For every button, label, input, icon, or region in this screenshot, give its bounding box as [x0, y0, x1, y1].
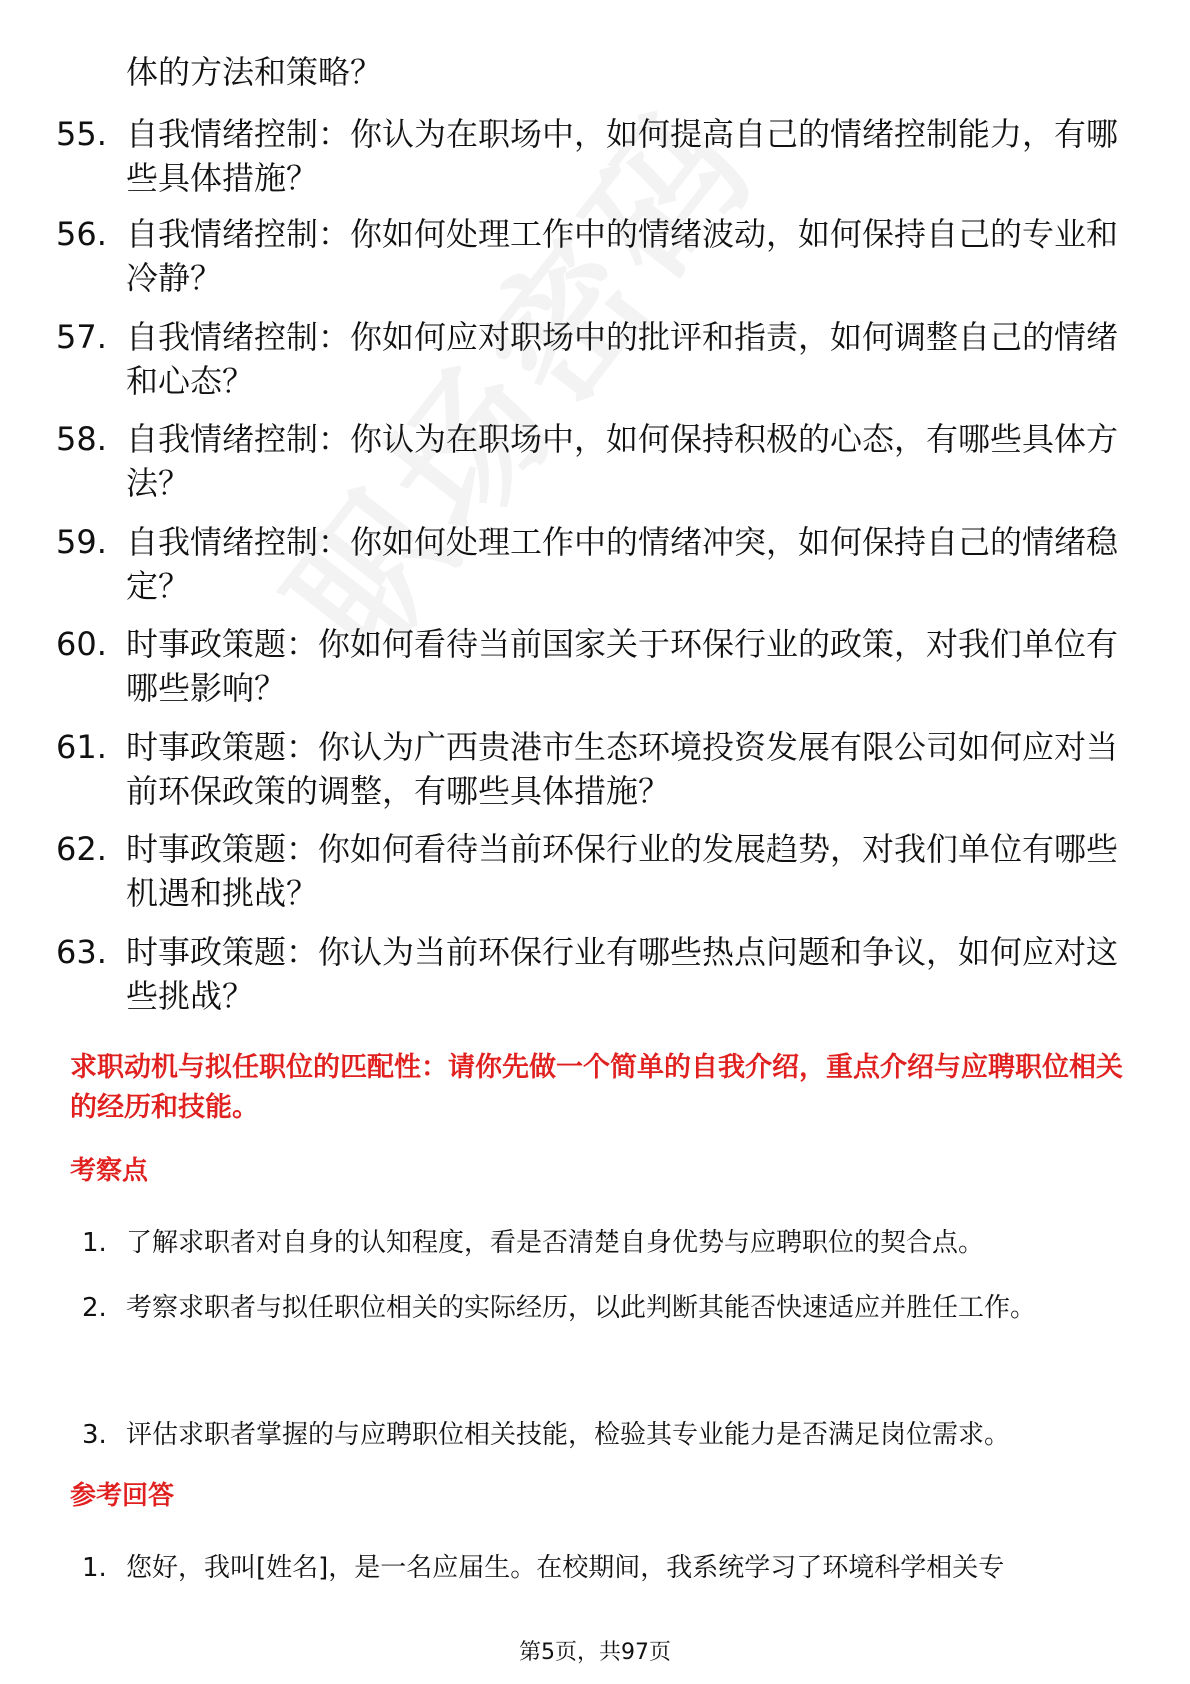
point-text: 您好，我叫[姓名]，是一名应届生。在校期间，我系统学习了环境科学相关专 — [126, 1553, 1005, 1583]
page-footer: 第5页，共97页 — [519, 1640, 671, 1665]
point-text: 评估求职者掌握的与应聘职位相关技能，检验其专业能力是否满足岗位需求。 — [126, 1420, 1011, 1450]
point-text: 考察求职者与拟任职位相关的实际经历，以此判断其能否快速适应并胜任工作。 — [126, 1293, 1037, 1323]
question-text: 时事政策题：你如何看待当前国家关于环保行业的政策，对我们单位有哪些影响？ — [126, 625, 1119, 707]
question-number: 55. — [56, 115, 107, 153]
assessment-heading: 考察点 — [70, 1156, 149, 1186]
question-number: 56. — [56, 215, 107, 253]
question-number: 60. — [56, 625, 107, 663]
question-text: 时事政策题：你如何看待当前环保行业的发展趋势，对我们单位有哪些机遇和挑战？ — [126, 830, 1119, 912]
point-number: 2. — [82, 1293, 107, 1323]
question-text: 时事政策题：你认为广西贵港市生态环境投资发展有限公司如何应对当前环保政策的调整，有哪些具体措施？ — [126, 728, 1119, 810]
question-number: 57. — [56, 318, 107, 356]
question-number: 62. — [56, 830, 107, 868]
question-text: 自我情绪控制：你如何处理工作中的情绪波动，如何保持自己的专业和冷静？ — [126, 215, 1119, 297]
question-text: 自我情绪控制：你认为在职场中，如何保持积极的心态，有哪些具体方法？ — [126, 420, 1119, 502]
point-number: 3. — [82, 1420, 107, 1450]
question-number: 61. — [56, 728, 107, 766]
question-text: 自我情绪控制：你认为在职场中，如何提高自己的情绪控制能力，有哪些具体措施？ — [126, 115, 1119, 197]
question-text: 时事政策题：你认为当前环保行业有哪些热点问题和争议，如何应对这些挑战？ — [126, 933, 1119, 1015]
question-text: 自我情绪控制：你如何处理工作中的情绪冲突，如何保持自己的情绪稳定？ — [126, 523, 1119, 605]
point-number: 1. — [82, 1228, 107, 1258]
question-continuation: 体的方法和策略？ — [126, 53, 383, 91]
question-number: 58. — [56, 420, 107, 458]
answer-heading: 参考回答 — [70, 1481, 175, 1511]
question-number: 63. — [56, 933, 107, 971]
section-heading: 求职动机与拟任职位的匹配性：请你先做一个简单的自我介绍，重点介绍与应聘职位相关的经历和技能。 — [70, 1052, 1123, 1123]
point-text: 了解求职者对自身的认知程度，看是否清楚自身优势与应聘职位的契合点。 — [126, 1228, 985, 1258]
point-number: 1. — [82, 1553, 107, 1583]
question-number: 59. — [56, 523, 107, 561]
question-text: 自我情绪控制：你如何应对职场中的批评和指责，如何调整自己的情绪和心态？ — [126, 318, 1119, 400]
